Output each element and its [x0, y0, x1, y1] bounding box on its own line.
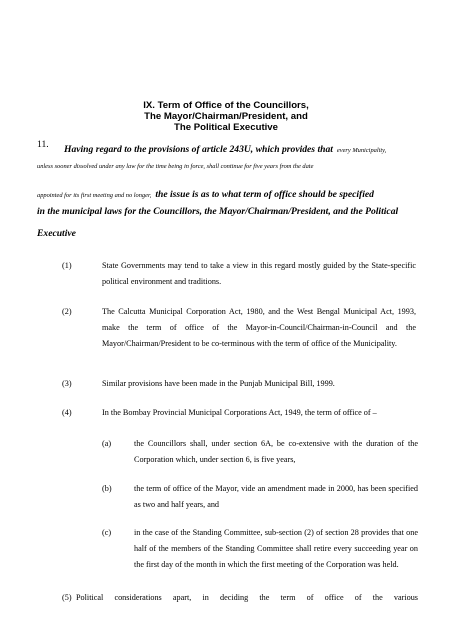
para-11-bold-text-3: the issue is as to what term of office should be specified: [155, 189, 374, 200]
heading-line-2: The Mayor/Chairman/President, and: [144, 111, 308, 122]
item-4-text: In the Bombay Provincial Municipal Corporations Act, 1949, the term of office of –: [102, 408, 377, 417]
para-11-line-3: [37, 184, 374, 202]
subitem-c-text: in the case of the Standing Committee, sub-section (2) of section 28 provides that one half of the members of the Standing Committee shall retire every succeeding year on the first day of the month in which the first meeting of the Corporation was held.: [134, 528, 418, 569]
para-11-line-5: Executive: [37, 228, 76, 239]
item-2-text: The Calcutta Municipal Corporation Act, 1980, and the West Bengal Municipal Act, 1993, make the term of office of the Mayor-in-Council/Chairman-in-Council and the Mayor/Chairman/President to be co-terminous with the term of office of the Municipality.: [102, 307, 416, 348]
subitem-c-number: (c): [102, 528, 112, 537]
heading-line-3: The Political Executive: [174, 122, 278, 133]
para-11-line-1: [64, 139, 386, 157]
item-5-text: [76, 590, 418, 606]
para-11-bold-text-1: Having regard to the provisions of article 243U, which provides that: [64, 144, 333, 155]
item-3-text: Similar provisions have been made in the Punjab Municipal Bill, 1999.: [102, 379, 335, 388]
subitem-a-number: (a): [102, 439, 112, 448]
item-4-number: (4): [62, 408, 72, 417]
item-3-number: (3): [62, 379, 72, 388]
item-5-number: (5): [62, 593, 72, 602]
item-1-text: State Governments may tend to take a view in this regard mostly guided by the State-specific political environment and traditions.: [102, 261, 416, 286]
subitem-a-text: the Councillors shall, under section 6A, be co-extensive with the duration of the Corporation which, under section 6, is five years,: [134, 439, 418, 464]
item-1-number: (1): [62, 261, 72, 270]
para-11-line-2: unless sooner dissolved under any law for the time being in force, shall continue for five years from the date: [37, 163, 314, 170]
subitem-b-number: (b): [102, 484, 112, 493]
para-11-number: 11.: [37, 139, 49, 150]
heading-line-1: IX. Term of Office of the Councillors,: [143, 100, 309, 111]
item-5-line-1: Political considerations apart, in deciding the term of office of the various: [76, 593, 418, 602]
subitem-b-text: the term of office of the Mayor, vide an amendment made in 2000, has been specified as two and half years, and: [134, 484, 418, 509]
para-11-line-4: in the municipal laws for the Councillors, the Mayor/Chairman/President, and the Political: [37, 206, 399, 217]
item-2-number: (2): [62, 307, 72, 316]
para-11-small-text-1: every Municipality,: [336, 147, 387, 154]
para-11-small-text-3: appointed for its first meeting and no longer,: [37, 192, 152, 199]
section-heading: [0, 100, 452, 133]
